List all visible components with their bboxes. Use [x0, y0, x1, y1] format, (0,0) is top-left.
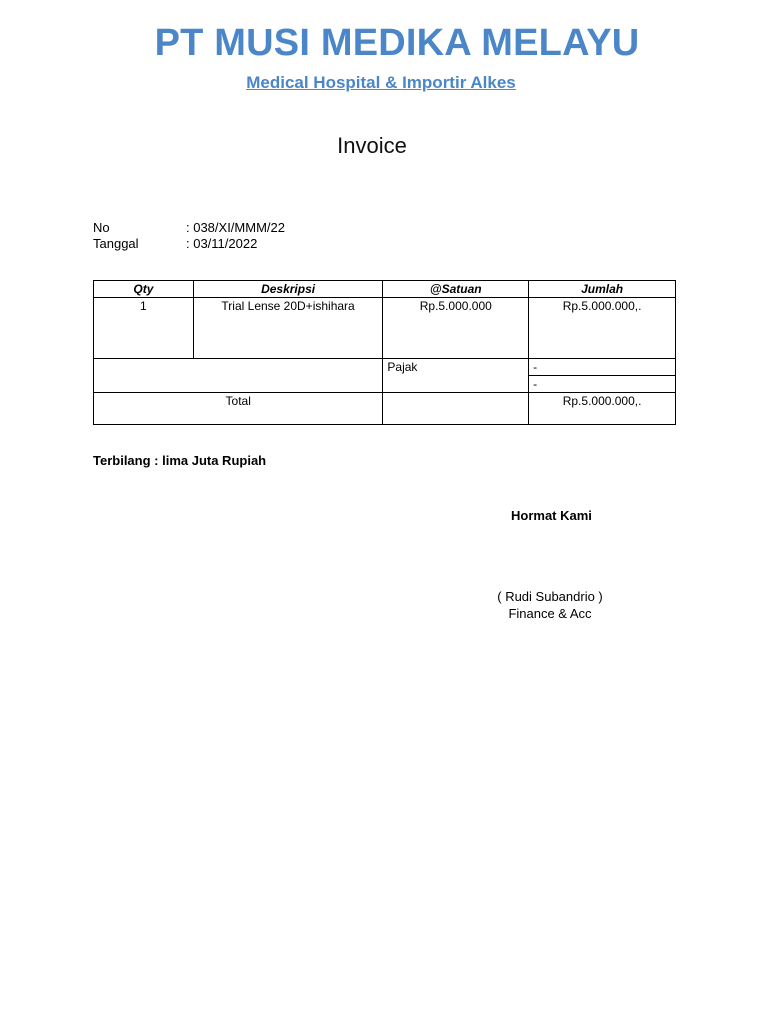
invoice-date-value: : 03/11/2022: [186, 236, 258, 251]
signer-name: ( Rudi Subandrio ): [497, 589, 603, 604]
row-qty: 1: [94, 298, 194, 359]
row-description: Trial Lense 20D+ishihara: [193, 298, 383, 359]
header-description: Deskripsi: [193, 281, 383, 298]
signer-role: Finance & Acc: [508, 606, 592, 621]
row-amount: Rp.5.000.000,.: [529, 298, 676, 359]
total-label: Total: [94, 393, 383, 425]
total-row: [94, 393, 676, 425]
table-row: [94, 298, 676, 359]
tax-row: [94, 359, 676, 376]
company-subtitle: [0, 73, 762, 93]
header-qty: Qty: [94, 281, 194, 298]
amount-in-words: Terbilang : lima Juta Rupiah: [93, 453, 267, 468]
header-amount: Jumlah: [529, 281, 676, 298]
tax-value-1: -: [529, 359, 676, 376]
header-unit-price: @Satuan: [383, 281, 529, 298]
tax-empty-cell: [94, 359, 383, 393]
invoice-number-line: [93, 220, 285, 235]
row-unit-price: Rp.5.000.000: [383, 298, 529, 359]
invoice-number-value: : 038/XI/MMM/22: [186, 220, 285, 235]
invoice-date-label: Tanggal: [93, 236, 139, 251]
table-header-row: [94, 281, 676, 298]
tax-label: Pajak: [383, 359, 529, 393]
invoice-table: [93, 280, 676, 425]
company-name: PT MUSI MEDIKA MELAYU: [154, 22, 640, 64]
company-subtitle-text: Medical Hospital & Importir Alkes: [246, 73, 516, 92]
closing-greeting: Hormat Kami: [511, 508, 592, 523]
total-empty-cell: [383, 393, 529, 425]
document-title: Invoice: [337, 133, 407, 158]
total-value: Rp.5.000.000,.: [529, 393, 676, 425]
invoice-number-label: No: [93, 220, 110, 235]
invoice-date-line: [93, 236, 257, 251]
tax-value-2: -: [529, 376, 676, 393]
